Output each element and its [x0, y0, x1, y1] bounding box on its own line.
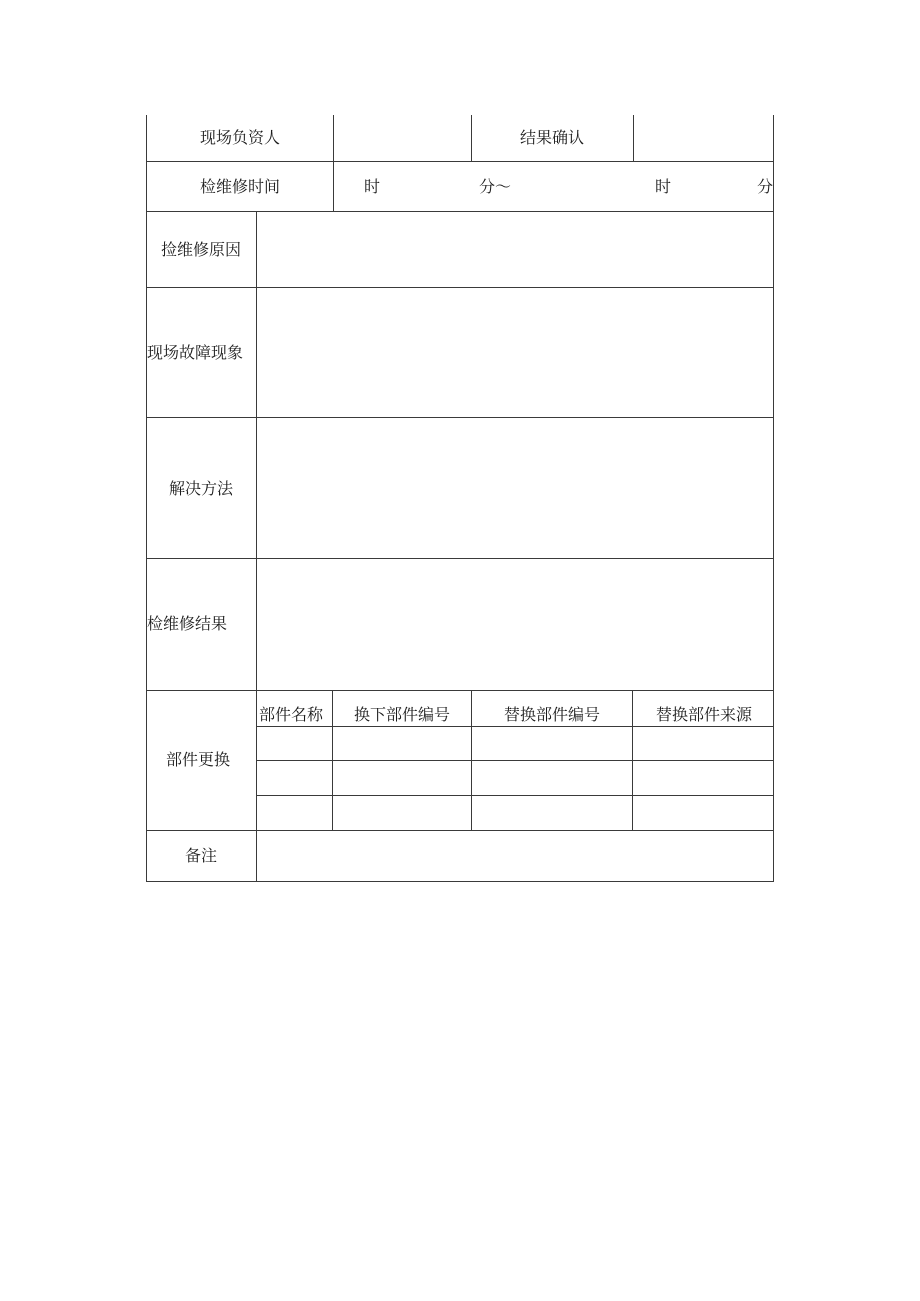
parts-cell[interactable]	[257, 761, 332, 795]
result-confirm-label: 结果确认	[519, 128, 585, 147]
result-confirm-field[interactable]	[634, 115, 773, 161]
rule	[146, 161, 774, 162]
parts-header-removed-id: 换下部件编号	[353, 705, 451, 724]
rule	[146, 115, 147, 882]
symptom-field[interactable]	[257, 288, 773, 417]
parts-replacement-label: 部件更换	[165, 750, 231, 769]
result-label: 检维修结果	[147, 614, 228, 633]
parts-cell[interactable]	[333, 727, 471, 760]
maintenance-time-label: 检维修时间	[199, 177, 281, 196]
solution-label: 解决方法	[168, 479, 234, 498]
parts-cell[interactable]	[633, 796, 773, 830]
notes-field[interactable]	[257, 831, 773, 881]
symptom-label: 现场故障现象	[147, 343, 244, 362]
parts-cell[interactable]	[333, 761, 471, 795]
parts-cell[interactable]	[257, 796, 332, 830]
end-hour-unit: 时	[654, 177, 672, 196]
parts-cell[interactable]	[472, 761, 632, 795]
reason-label: 捡维修原因	[160, 240, 242, 259]
rule	[146, 690, 774, 691]
responsible-label: 现场负资人	[199, 128, 281, 147]
parts-cell[interactable]	[257, 727, 332, 760]
parts-header-replacement-source: 替换部件来源	[655, 705, 753, 724]
parts-header-replacement-id: 替换部件编号	[503, 705, 601, 724]
start-minute-unit: 分～	[478, 177, 512, 196]
parts-cell[interactable]	[472, 796, 632, 830]
reason-field[interactable]	[257, 212, 773, 287]
parts-cell[interactable]	[472, 727, 632, 760]
parts-cell[interactable]	[333, 796, 471, 830]
parts-header-name: 部件名称	[258, 705, 324, 724]
rule	[146, 881, 774, 882]
solution-field[interactable]	[257, 418, 773, 558]
responsible-field[interactable]	[334, 115, 471, 161]
parts-cell[interactable]	[633, 727, 773, 760]
end-minute-unit: 分	[756, 177, 774, 196]
rule	[773, 115, 774, 882]
rule	[471, 115, 472, 162]
parts-cell[interactable]	[633, 761, 773, 795]
notes-label: 备注	[184, 846, 218, 865]
result-field[interactable]	[257, 559, 773, 690]
start-hour-unit: 时	[363, 177, 381, 196]
